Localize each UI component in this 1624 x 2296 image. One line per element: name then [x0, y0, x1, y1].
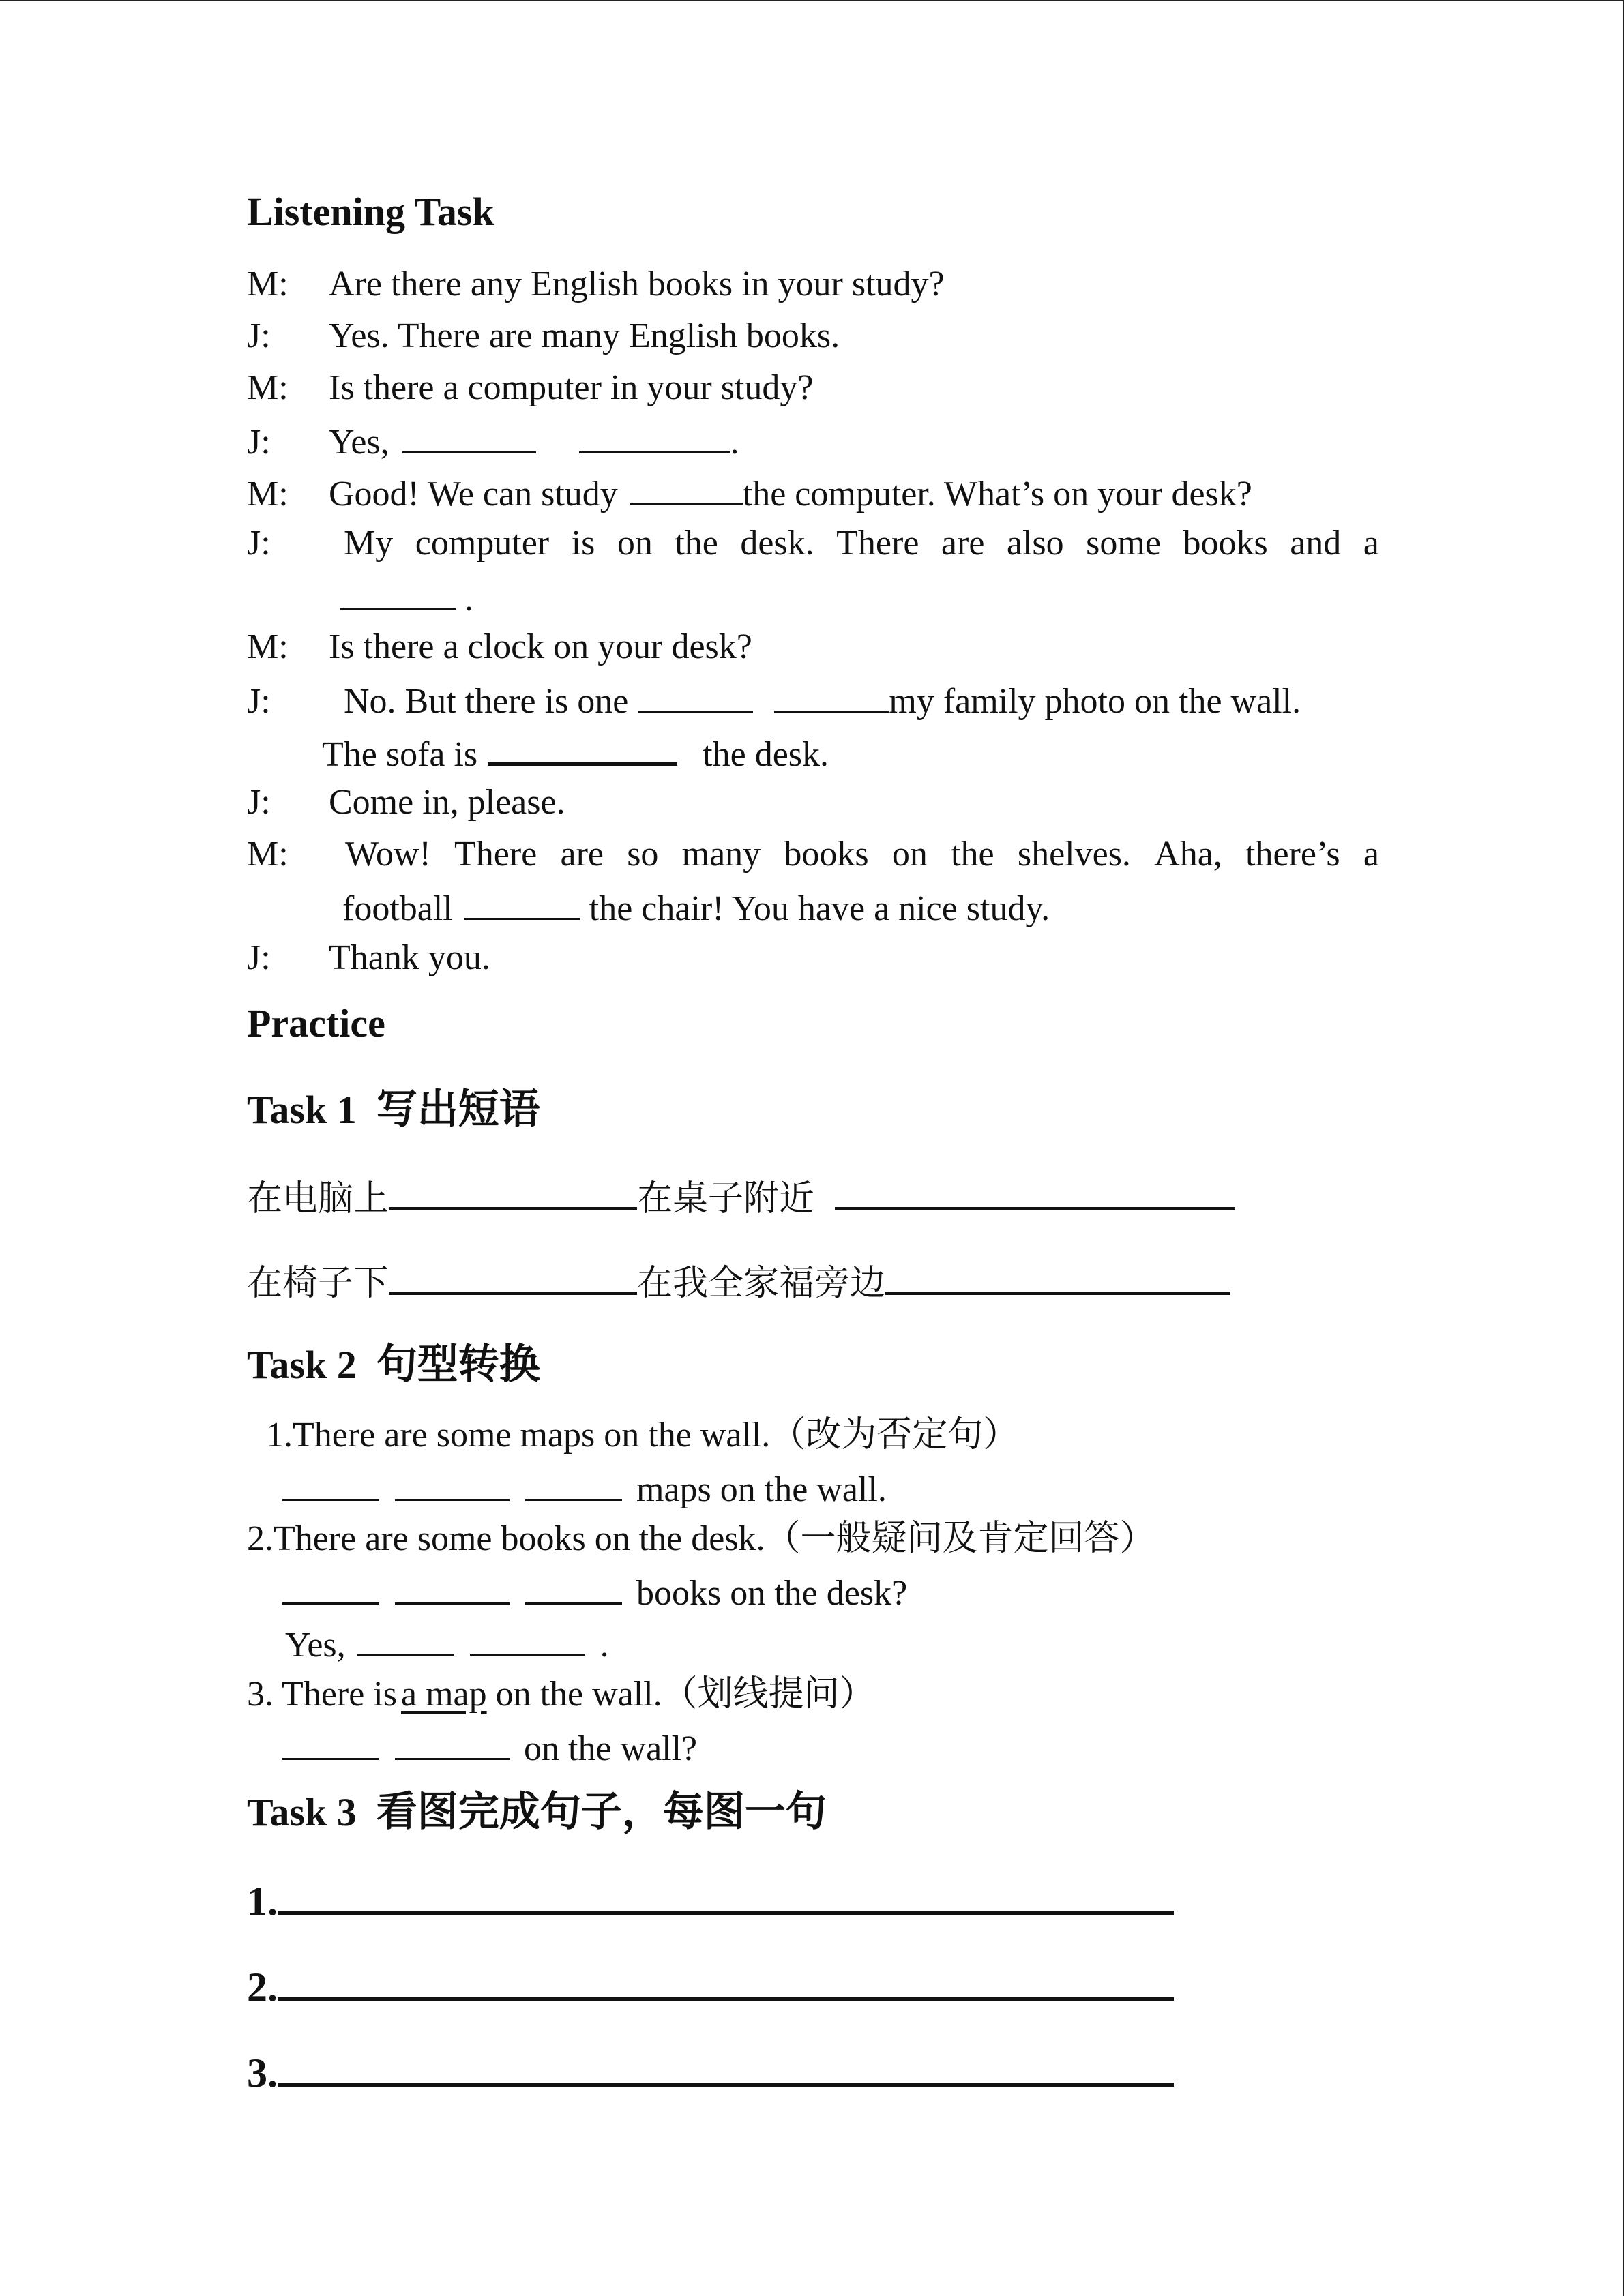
task-number: Task 2	[247, 1343, 357, 1387]
dialogue-line-9	[247, 780, 565, 825]
task-number: Task 3	[247, 1790, 357, 1834]
answer-blank[interactable]	[389, 1257, 637, 1295]
dialogue-word: are	[560, 835, 604, 874]
speaker-label: M:	[247, 627, 289, 666]
dialogue-text: football	[342, 889, 453, 928]
speaker-label: M:	[247, 835, 289, 874]
dialogue-line-11	[247, 936, 490, 981]
task-title: 写出短语	[376, 1087, 540, 1132]
dialogue-line-6	[247, 521, 329, 566]
speaker-label: M:	[247, 368, 289, 407]
task-number: Task 1	[247, 1088, 357, 1132]
dialogue-text: the chair! You have a nice study.	[589, 889, 1050, 928]
answer-text: on the wall?	[524, 1729, 698, 1768]
answer-text: Yes,	[285, 1626, 346, 1665]
dialogue-line-8	[247, 676, 1301, 724]
answer-blank[interactable]	[638, 676, 753, 713]
dialogue-text: Is there a clock on your desk?	[329, 627, 752, 666]
dialogue-word: on	[891, 835, 928, 874]
answer-blank[interactable]	[464, 884, 580, 920]
dialogue-line-5	[247, 469, 1252, 517]
task2-answer-3	[282, 1724, 697, 1772]
dialogue-line-4	[247, 417, 739, 465]
answer-blank[interactable]	[282, 1568, 379, 1605]
task2-answer-2-yes	[285, 1620, 609, 1668]
speaker-label: M:	[247, 265, 289, 303]
dialogue-line-10-cont	[342, 884, 1050, 931]
dialogue-word: a	[1363, 524, 1379, 563]
dialogue-text: Are there any English books in your study?	[329, 265, 945, 303]
dialogue-word: so	[627, 835, 659, 874]
dialogue-text: Thank you.	[329, 938, 490, 977]
dialogue-word: There	[836, 524, 919, 563]
item-number: 3.	[247, 2051, 278, 2096]
task1-row-1	[247, 1173, 1235, 1222]
dialogue-text: No. But there is one	[344, 682, 629, 721]
dialogue-line-1	[247, 262, 945, 307]
answer-blank[interactable]	[278, 1963, 1174, 2001]
dialogue-word: books	[1183, 524, 1268, 563]
practice-heading: Practice	[247, 1001, 385, 1045]
answer-blank[interactable]	[282, 1724, 379, 1760]
dialogue-word: a	[1363, 835, 1379, 874]
answer-blank[interactable]	[470, 1620, 585, 1656]
task2-answer-1	[282, 1465, 887, 1512]
task1-heading	[247, 1087, 540, 1135]
underlined-phrase: a map	[400, 1675, 487, 1714]
answer-blank[interactable]	[357, 1620, 454, 1656]
question-text: 3. There is	[247, 1675, 397, 1714]
answer-blank[interactable]	[774, 676, 889, 713]
dialogue-word: the	[675, 524, 718, 563]
dialogue-word: books	[784, 835, 869, 874]
answer-blank[interactable]	[395, 1568, 510, 1605]
task-title: 看图完成句子，每图一句	[376, 1789, 827, 1834]
task2-heading	[247, 1342, 540, 1390]
dialogue-text: Come in, please.	[329, 783, 565, 822]
dialogue-word: is	[571, 524, 595, 563]
speaker-label: J:	[247, 524, 271, 563]
dialogue-word: Aha,	[1154, 835, 1222, 874]
dialogue-text: The sofa is	[322, 735, 478, 774]
answer-text: books on the desk?	[636, 1574, 908, 1613]
answer-blank[interactable]	[402, 417, 536, 453]
listening-task-heading: Listening Task	[247, 190, 494, 234]
dialogue-word: There	[454, 835, 537, 874]
dialogue-text: Is there a computer in your study?	[329, 368, 814, 407]
answer-blank[interactable]	[579, 417, 730, 453]
dialogue-line-8-cont	[322, 728, 829, 777]
dialogue-text: Good! We can study	[329, 475, 618, 513]
speaker-label: M:	[247, 475, 289, 513]
task3-line-1	[247, 1877, 1174, 1926]
dialogue-line-7	[247, 625, 752, 670]
dialogue-word: computer	[415, 524, 550, 563]
dialogue-line-6-cont	[340, 574, 473, 622]
dialogue-word: Wow!	[345, 835, 431, 874]
dialogue-text-justified	[345, 832, 1379, 877]
task1-row-2	[247, 1257, 1230, 1307]
dialogue-line-3	[247, 366, 813, 411]
dialogue-word: the	[951, 835, 994, 874]
phrase-prompt: 在电脑上	[247, 1180, 389, 1219]
dialogue-word: shelves.	[1017, 835, 1131, 874]
answer-blank[interactable]	[278, 2048, 1174, 2087]
speaker-label: J:	[247, 423, 271, 462]
answer-blank[interactable]	[630, 469, 743, 505]
dialogue-word: on	[617, 524, 653, 563]
dialogue-text: Yes,	[329, 423, 389, 462]
phrase-prompt: 在椅子下	[247, 1264, 389, 1303]
speaker-label: J:	[247, 682, 271, 721]
answer-blank[interactable]	[340, 574, 456, 610]
task3-heading	[247, 1789, 827, 1837]
phrase-prompt: 在桌子附近	[637, 1180, 815, 1219]
punctuation: .	[730, 423, 739, 462]
dialogue-line-2	[247, 314, 840, 359]
dialogue-word: also	[1006, 524, 1064, 563]
dialogue-line-10	[247, 832, 329, 877]
dialogue-word: My	[344, 524, 394, 563]
answer-blank[interactable]	[835, 1173, 1235, 1210]
answer-blank[interactable]	[278, 1877, 1174, 1915]
item-number: 1.	[247, 1879, 278, 1924]
task3-line-2	[247, 1963, 1174, 2012]
dialogue-word: are	[941, 524, 985, 563]
question-text: on the wall.（划线提问）	[495, 1675, 875, 1714]
answer-text: maps on the wall.	[636, 1470, 887, 1509]
speaker-label: J:	[247, 316, 271, 355]
dialogue-word: there’s	[1245, 835, 1340, 874]
task-title: 句型转换	[376, 1342, 540, 1387]
task2-question-2: 2.There are some books on the desk.（一般疑问及肯定回答）	[247, 1519, 1155, 1558]
answer-blank[interactable]	[395, 1465, 510, 1501]
dialogue-text: the computer. What’s on your desk?	[742, 475, 1252, 513]
dialogue-word: some	[1086, 524, 1161, 563]
dialogue-word: desk.	[740, 524, 814, 563]
dialogue-text: my family photo on the wall.	[889, 682, 1301, 721]
item-number: 2.	[247, 1965, 278, 2010]
dialogue-text: the desk.	[703, 735, 829, 774]
speaker-label: J:	[247, 783, 271, 822]
punctuation: .	[600, 1626, 609, 1665]
speaker-label: J:	[247, 938, 271, 977]
answer-blank[interactable]	[488, 728, 677, 766]
dialogue-text-justified	[344, 521, 1379, 566]
dialogue-word: many	[681, 835, 761, 874]
answer-blank[interactable]	[885, 1257, 1230, 1295]
task3-line-3	[247, 2048, 1174, 2098]
dialogue-word: and	[1290, 524, 1342, 563]
task2-question-1: 1.There are some maps on the wall.（改为否定句）	[266, 1416, 1019, 1455]
answer-blank[interactable]	[525, 1465, 622, 1501]
answer-blank[interactable]	[395, 1724, 510, 1760]
answer-blank[interactable]	[525, 1568, 622, 1605]
phrase-prompt: 在我全家福旁边	[637, 1264, 886, 1303]
dialogue-text: Yes. There are many English books.	[329, 316, 840, 355]
task2-question-3	[247, 1672, 875, 1717]
task2-answer-2	[282, 1568, 907, 1616]
answer-blank[interactable]	[282, 1465, 379, 1501]
punctuation: .	[464, 580, 473, 618]
answer-blank[interactable]	[389, 1173, 637, 1210]
